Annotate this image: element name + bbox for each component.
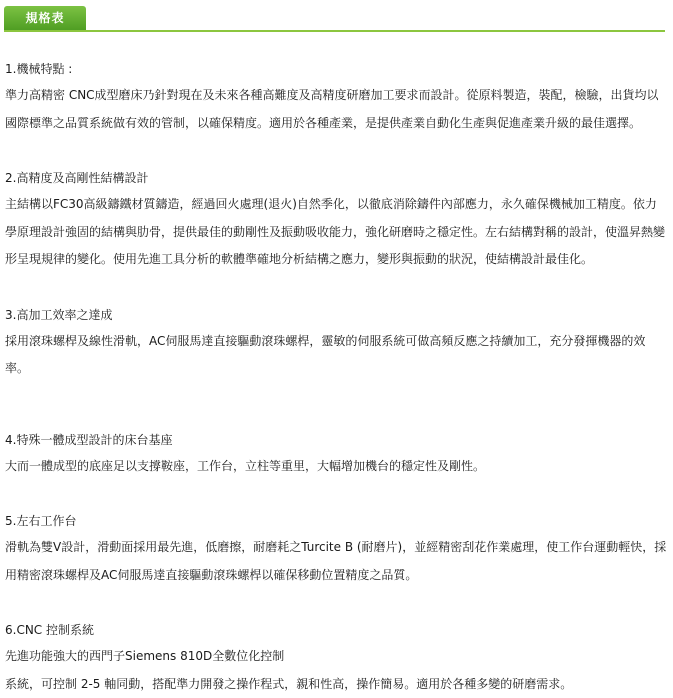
section-base — [5, 427, 668, 481]
spacer — [5, 383, 668, 427]
section-body: 先進功能強大的西門子Siemens 810D全數位化控制 — [5, 643, 668, 671]
spacer — [5, 589, 668, 617]
section-title: 1.機械特點 : — [5, 56, 668, 82]
section-title: 5.左右工作台 — [5, 508, 668, 534]
section-machine-features — [5, 56, 668, 137]
spec-content — [5, 56, 668, 698]
section-efficiency — [5, 302, 668, 383]
section-body: 準力高精密 CNC成型磨床乃針對現在及未來各種高難度及高精度研磨加工要求而設計。從原料製造，裝配，檢驗，出貨均以國際標準之品質系統做有效的管制，以確保精度。適用於各種產業，是提供產業自動化生產與促進產業升級的最佳選擇。 — [5, 82, 668, 137]
section-body: 系統，可控制 2-5 軸同動，搭配準力開發之操作程式，親和性高，操作簡易。適用於各種多變的研磨需求。 — [5, 671, 668, 698]
section-body: 滑軌為雙V設計，滑動面採用最先進，低磨擦，耐磨耗之Turcite B (耐磨片)，並經精密刮花作業處理，使工作台運動輕快，採用精密滾珠螺桿及AC伺服馬達直接驅動滾珠螺桿以確保移動位置精度之品質。 — [5, 534, 668, 589]
spec-table-tab[interactable]: 規格表 — [4, 6, 86, 30]
section-title: 6.CNC 控制系統 — [5, 617, 668, 643]
spacer — [5, 274, 668, 302]
section-title: 4.特殊一體成型設計的床台基座 — [5, 427, 668, 453]
section-structure-design — [5, 165, 668, 274]
section-body: 大而一體成型的底座足以支撐鞍座，工作台，立柱等重里，大幅增加機台的穩定性及剛性。 — [5, 453, 668, 481]
section-title: 2.高精度及高剛性結構設計 — [5, 165, 668, 191]
section-worktable — [5, 508, 668, 589]
header-bar — [4, 6, 665, 32]
section-cnc-control — [5, 617, 668, 698]
section-body: 主結構以FC30高級鑄鐵材質鑄造，經過回火處理(退火)自然季化，以徹底消除鑄件內部應力，永久確保機械加工精度。依力學原理設計強固的結構與肋骨，提供最佳的動剛性及振動吸收能力，強化研磨時之穩定性。左右結構對稱的設計，使溫昇熱變形呈現規律的變化。使用先進工具分析的軟體準確地分析結構之應力，變形與振動的狀況，使結構設計最佳化。 — [5, 191, 668, 274]
section-body: 採用滾珠螺桿及線性滑軌，AC伺服馬達直接驅動滾珠螺桿，靈敏的伺服系統可做高頻反應之持續加工，充分發揮機器的效率。 — [5, 328, 668, 383]
spacer — [5, 137, 668, 165]
spacer — [5, 480, 668, 508]
section-title: 3.高加工效率之達成 — [5, 302, 668, 328]
